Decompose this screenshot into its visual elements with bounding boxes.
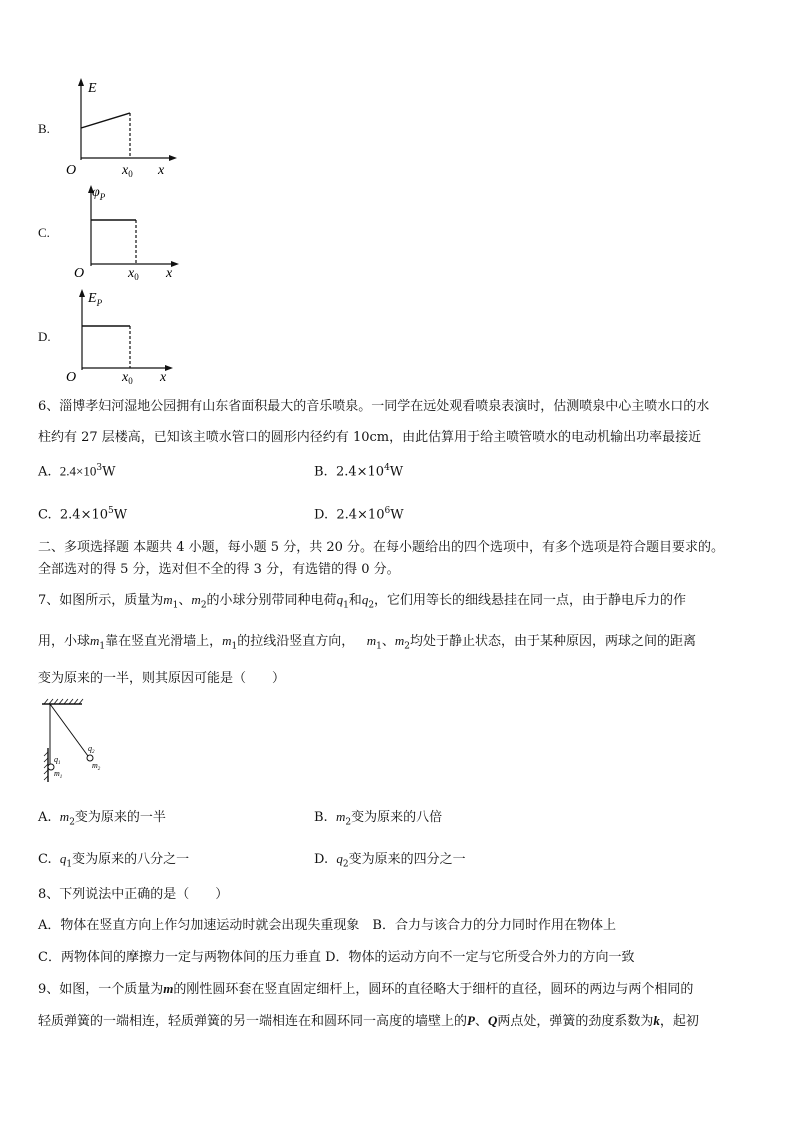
q6-stem-line2: 柱约有 27 层楼高，已知该主喷水管口的圆形内径约有 10cm，由此估算用于给主喷管喷水的电动机输出功率最接近 — [38, 430, 702, 445]
graph-c-x0: $x_0$ — [128, 266, 139, 280]
section2-heading-line1: 二、多项选择题 本题共 4 小题，每小题 5 分，共 20 分。在每小题给出的四个选项中，有多个选项是符合题目要求的。 — [38, 540, 725, 555]
q8-stem: 8、下列说法中正确的是（ ） — [38, 887, 229, 902]
q7-fig-q2: $q_2$ — [88, 744, 95, 755]
q7-figure — [36, 696, 116, 786]
q9-stem-line1: 9、如图，一个质量为m的刚性圆环套在竖直固定细杆上，圆环的直径略大于细杆的直径，圆环的两边与两个相同的 — [38, 981, 694, 997]
q6-stem-line1: 6、淄博孝妇河湿地公园拥有山东省面积最大的音乐喷泉。一同学在远处观看喷泉表演时，估测喷泉中心主喷水口的水 — [38, 399, 710, 414]
q8-options-cd: C．两物体间的摩擦力一定与两物体间的压力垂直 D．物体的运动方向不一定与它所受合外力的方向一致 — [38, 950, 635, 965]
q7-ceiling-hatch — [44, 699, 83, 704]
graph-b-x0: $x_0$ — [122, 163, 133, 178]
graph-d — [60, 284, 180, 384]
q6-option-b: B. $2.4\times 10^4W$ — [314, 463, 404, 480]
graph-d-xlabel: x — [160, 370, 167, 384]
q7-option-a: A. $m_2$变为原来的一半 — [38, 809, 166, 828]
graph-b — [60, 78, 180, 178]
q7-string-2 — [50, 704, 88, 756]
graph-c-xlabel: x — [166, 266, 173, 280]
q7-stem-line1: 7、如图所示，质量为$m_1$、$m_2$的小球分别带同种电荷$q_1$和$q_2$，它们用等长的细线悬挂在同一点，由于静电斥力的作 — [38, 592, 687, 611]
q6-option-a: A. $2.4\times 10^3W$ — [38, 463, 116, 480]
graph-c-ylabel: $\varphi_P$ — [92, 185, 106, 202]
graph-b-x-arrow — [169, 155, 177, 161]
graph-b-xlabel: x — [158, 163, 165, 178]
graph-c — [60, 180, 185, 280]
q7-fig-m2: $m_2$ — [92, 761, 101, 772]
graph-b-y-arrow — [78, 78, 84, 86]
q7-stem-line2: 用，小球$m_1$靠在竖直光滑墙上，$m_1$的拉线沿竖直方向， $m_1$、$m_2$均处于静止状态，由于某种原因，两球之间的距离 — [38, 633, 696, 652]
option-c-label: C. — [38, 225, 50, 240]
option-b-label: B. — [38, 121, 50, 136]
q7-option-d: D. $q_2$变为原来的四分之一 — [314, 851, 466, 870]
q9-stem-line2: 轻质弹簧的一端相连，轻质弹簧的另一端相连在和圆环同一高度的墙壁上的P、Q两点处，弹簧的劲度系数为k，起初 — [38, 1013, 699, 1029]
q7-fig-m1: $m_1$ — [54, 769, 63, 780]
q6-option-d: D. $2.4\times 10^6W$ — [314, 506, 404, 523]
option-d-label: D. — [38, 329, 51, 344]
graph-b-ylabel: E — [88, 81, 97, 96]
graph-d-origin: O — [66, 370, 77, 384]
graph-d-x0: $x_0$ — [122, 370, 133, 384]
q6-option-c: C. $2.4\times 10^5W$ — [38, 506, 128, 523]
q7-option-c: C. $q_1$变为原来的八分之一 — [38, 851, 190, 870]
q7-option-b: B. $m_2$变为原来的八倍 — [314, 809, 443, 828]
q8-options-ab: A．物体在竖直方向上作匀加速运动时就会出现失重现象 B．合力与该合力的分力同时作用在物体上 — [38, 918, 616, 933]
section2-heading-line2: 全部选对的得 5 分，选对但不全的得 3 分，有选错的得 0 分。 — [38, 562, 400, 577]
graph-b-curve — [81, 113, 130, 128]
graph-d-ylabel: $E_P$ — [88, 291, 103, 308]
q7-stem-line3: 变为原来的一半，则其原因可能是（ ） — [38, 671, 286, 686]
graph-d-y-arrow — [79, 289, 85, 297]
q7-fig-q1: $q_1$ — [54, 755, 61, 766]
graph-b-origin: O — [66, 163, 77, 178]
graph-c-origin: O — [74, 266, 85, 280]
